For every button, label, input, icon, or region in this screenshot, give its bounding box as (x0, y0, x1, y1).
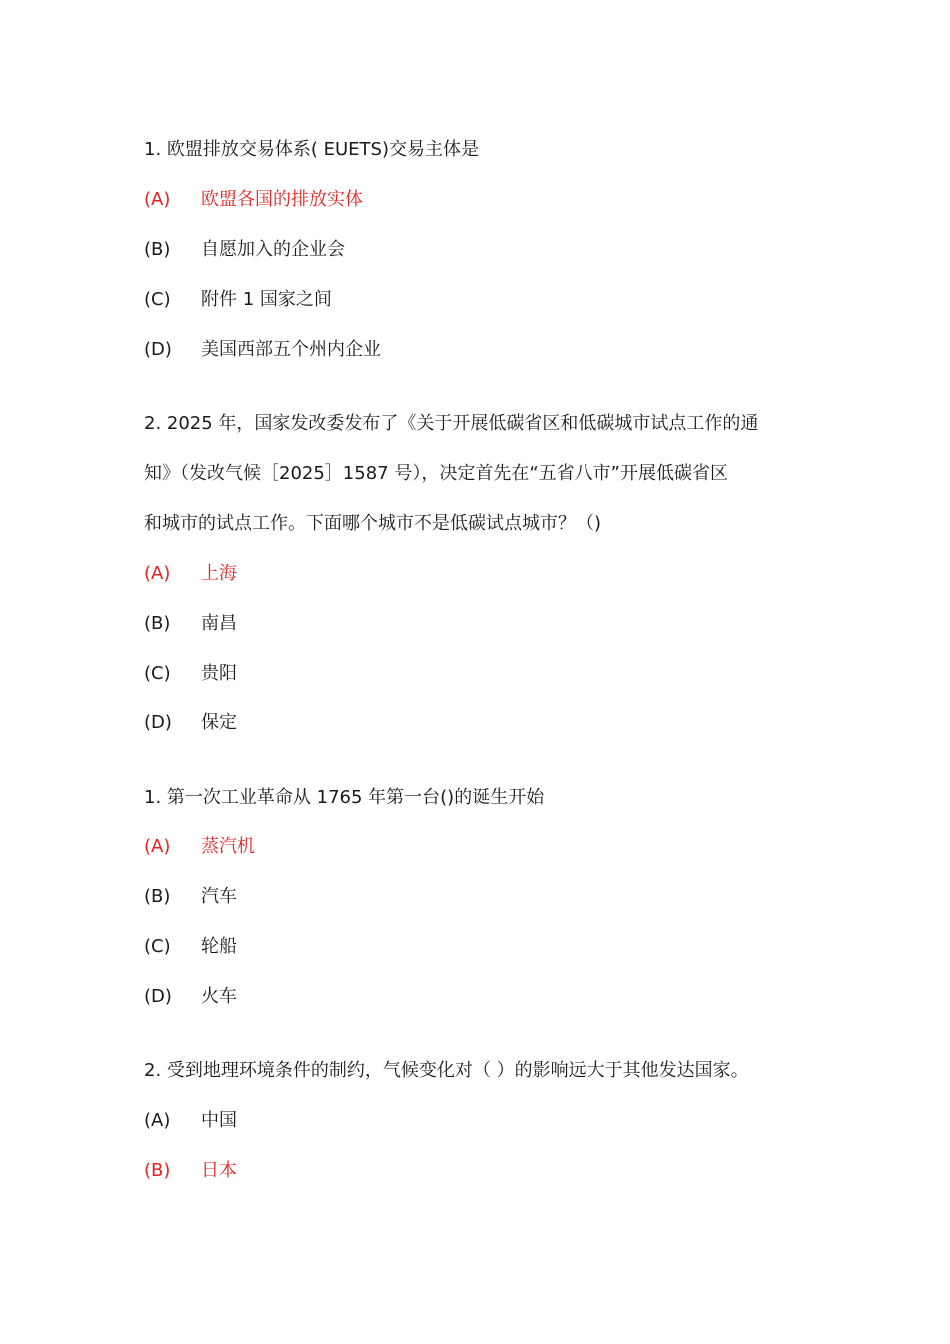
option-text: 上海 (201, 563, 237, 584)
question-3-text: 1. 第一次工业革命从 1765 年第一台()的诞生开始 (144, 787, 545, 808)
question-4-option-b (144, 1159, 237, 1183)
question-3-option-b (144, 885, 237, 909)
option-text: 南昌 (201, 613, 237, 634)
option-letter: (B) (144, 613, 171, 634)
option-letter: (B) (144, 1160, 171, 1181)
question-1-option-a (144, 188, 363, 212)
option-letter: (D) (144, 986, 172, 1007)
option-text: 日本 (201, 1160, 237, 1181)
option-text: 中国 (201, 1110, 237, 1131)
option-text: 贵阳 (201, 663, 237, 684)
option-letter: (B) (144, 239, 171, 260)
option-letter: (C) (144, 663, 171, 684)
question-4-option-a (144, 1109, 237, 1133)
question-2-text-line-1: 2. 2025 年，国家发改委发布了《关于开展低碳省区和低碳城市试点工作的通 (144, 413, 759, 434)
option-letter: (A) (144, 1110, 171, 1131)
option-text: 蒸汽机 (201, 836, 255, 857)
option-text: 自愿加入的企业会 (201, 239, 345, 260)
option-text: 附件 1 国家之间 (201, 289, 332, 310)
option-text: 汽车 (201, 886, 237, 907)
option-text: 美国西部五个州内企业 (201, 339, 381, 360)
question-2-option-d (144, 711, 237, 735)
option-letter: (D) (144, 712, 172, 733)
option-letter: (C) (144, 936, 171, 957)
option-letter: (A) (144, 836, 171, 857)
option-text: 保定 (201, 712, 237, 733)
question-4-text: 2. 受到地理环境条件的制约，气候变化对（ ）的影响远大于其他发达国家。 (144, 1060, 749, 1081)
question-2-text-line-2: 知》（发改气候［2025］1587 号），决定首先在“五省八市”开展低碳省区 (144, 463, 728, 484)
option-letter: (A) (144, 563, 171, 584)
option-letter: (D) (144, 339, 172, 360)
question-1-option-c (144, 288, 332, 312)
option-letter: (A) (144, 189, 171, 210)
option-letter: (B) (144, 886, 171, 907)
question-3-option-d (144, 985, 237, 1009)
question-1-text: 1. 欧盟排放交易体系( EUETS)交易主体是 (144, 139, 480, 160)
question-2-text-line-3: 和城市的试点工作。下面哪个城市不是低碳试点城市？（) (144, 513, 602, 534)
option-text: 轮船 (201, 936, 237, 957)
question-1-option-d (144, 338, 381, 362)
option-text: 欧盟各国的排放实体 (201, 189, 363, 210)
question-2-option-a (144, 562, 237, 586)
question-1-option-b (144, 238, 345, 262)
question-3-option-c (144, 935, 237, 959)
option-text: 火车 (201, 986, 237, 1007)
question-2-option-c (144, 662, 237, 686)
question-3-option-a (144, 835, 255, 859)
question-2-option-b (144, 612, 237, 636)
option-letter: (C) (144, 289, 171, 310)
